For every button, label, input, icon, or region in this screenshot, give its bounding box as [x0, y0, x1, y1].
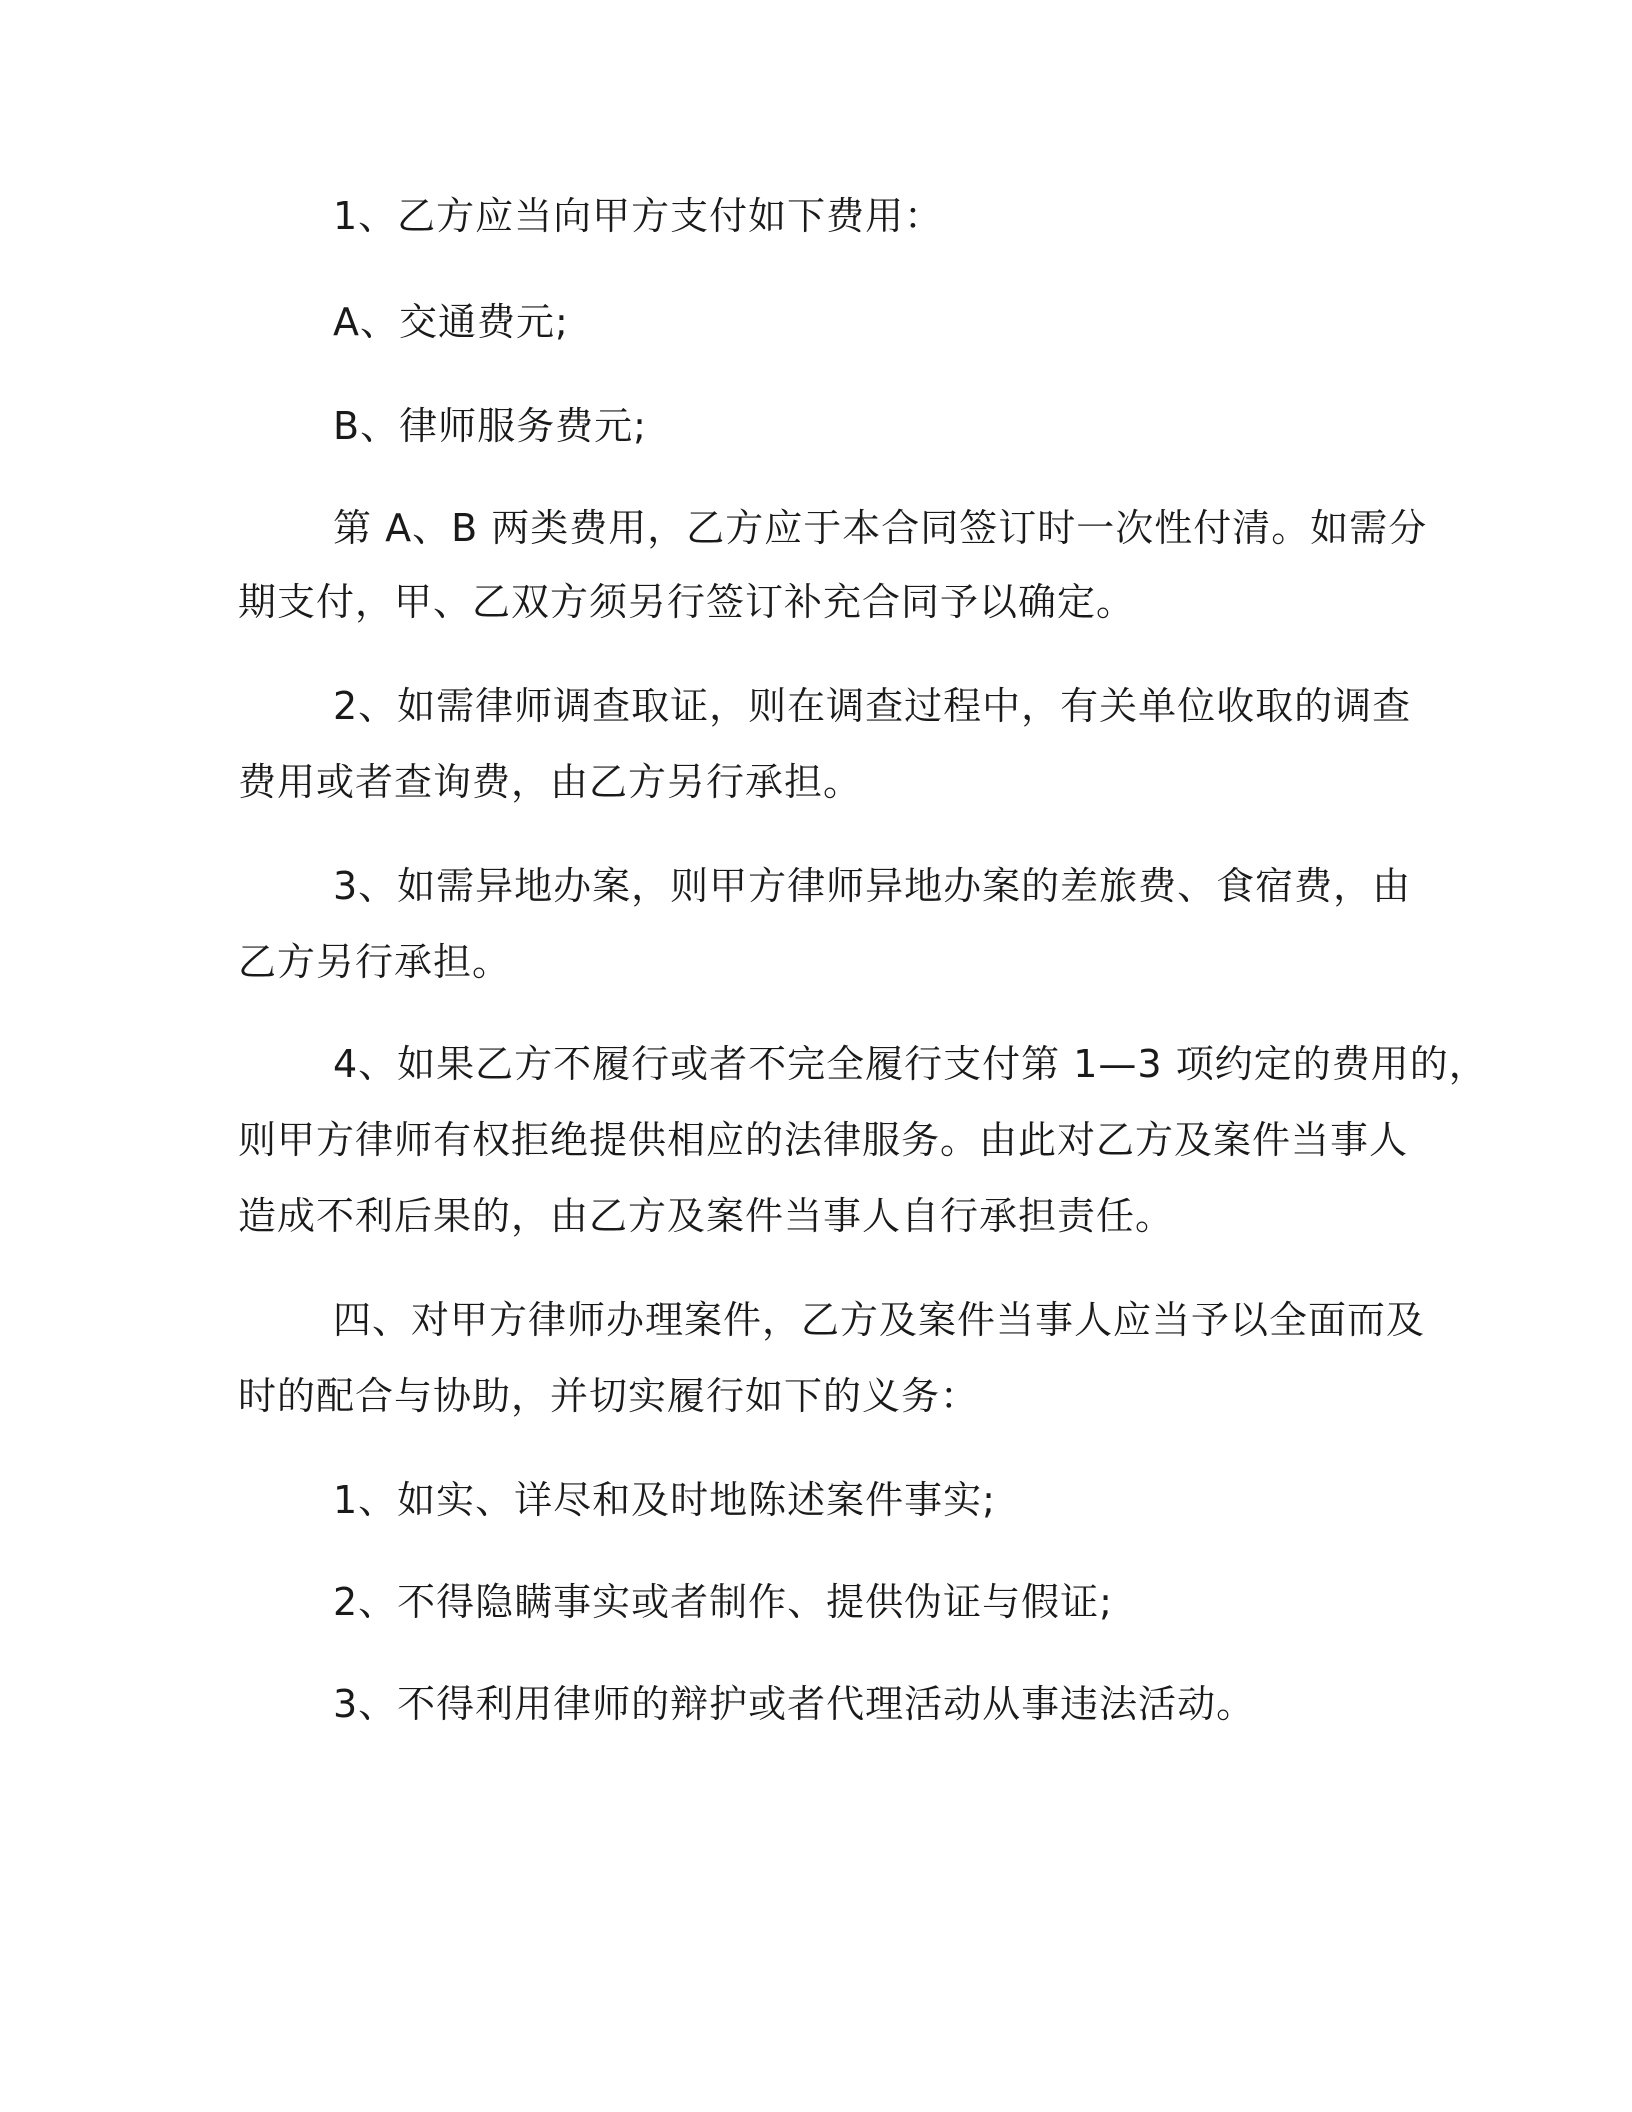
- text-line-clause-2-2: 费用或者查询费，由乙方另行承担。: [238, 760, 863, 804]
- text-line-payment-terms-2: 期支付，甲、乙双方须另行签订补充合同予以确定。: [238, 580, 1136, 624]
- text-line-clause-3-1: 3、如需异地办案，则甲方律师异地办案的差旅费、食宿费，由: [333, 864, 1412, 908]
- text-line-clause-4-1: 4、如果乙方不履行或者不完全履行支付第 1—3 项约定的费用的，: [333, 1042, 1488, 1086]
- text-line-payment-terms-1: 第 A、B 两类费用，乙方应于本合同签订时一次性付清。如需分: [333, 506, 1428, 550]
- text-line-section-4-1: 四、对甲方律师办理案件，乙方及案件当事人应当予以全面而及: [333, 1298, 1426, 1342]
- text-line-clause-3-2: 乙方另行承担。: [238, 940, 512, 984]
- text-line-fee-a: A、交通费元;: [333, 300, 569, 344]
- text-line-duty-2: 2、不得隐瞒事实或者制作、提供伪证与假证;: [333, 1580, 1113, 1624]
- text-line-section-4-2: 时的配合与协助，并切实履行如下的义务：: [238, 1374, 980, 1418]
- text-line-fee-b: B、律师服务费元;: [333, 404, 647, 448]
- text-line-fee-intro: 1、乙方应当向甲方支付如下费用：: [333, 194, 944, 238]
- text-line-duty-3: 3、不得利用律师的辩护或者代理活动从事违法活动。: [333, 1682, 1256, 1726]
- text-line-clause-4-2: 则甲方律师有权拒绝提供相应的法律服务。由此对乙方及案件当事人: [238, 1118, 1409, 1162]
- text-line-duty-1: 1、如实、详尽和及时地陈述案件事实;: [333, 1478, 996, 1522]
- text-line-clause-4-3: 造成不利后果的，由乙方及案件当事人自行承担责任。: [238, 1194, 1175, 1238]
- text-line-clause-2-1: 2、如需律师调查取证，则在调查过程中，有关单位收取的调查: [333, 684, 1412, 728]
